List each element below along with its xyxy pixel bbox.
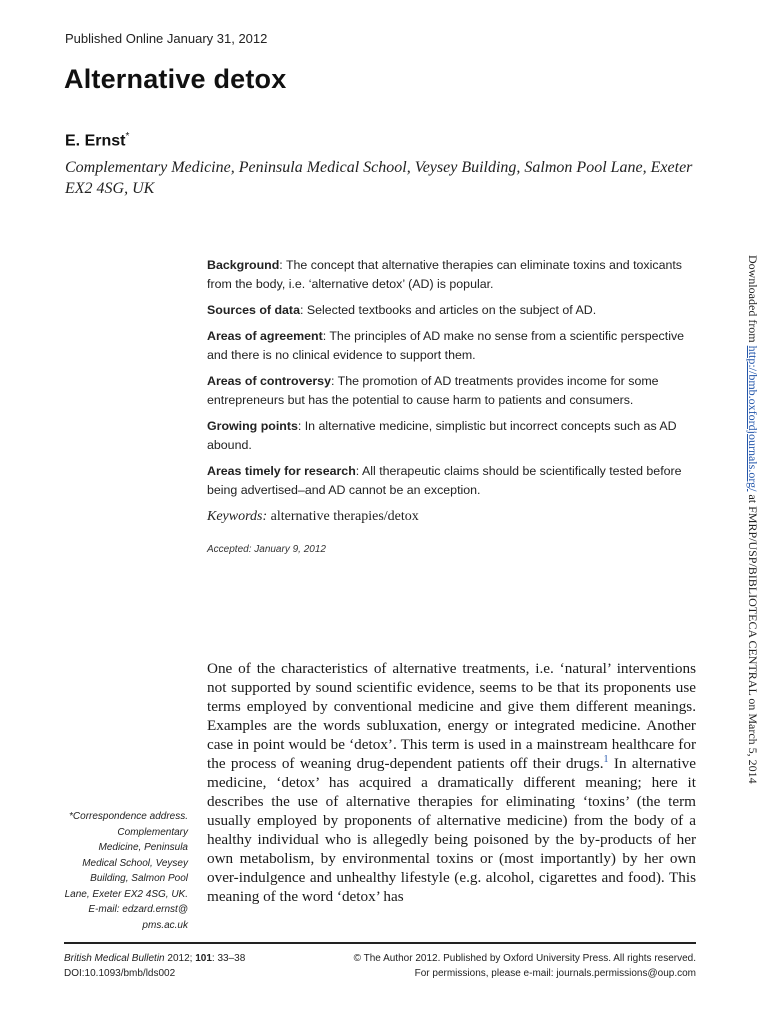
journal-name: British Medical Bulletin xyxy=(64,953,165,964)
abstract-growing-points xyxy=(207,417,697,455)
abstract-controversy xyxy=(207,372,697,410)
abstract-sources xyxy=(207,301,697,320)
copyright-text: © The Author 2012. Published by Oxford University Press. All rights reserved. xyxy=(353,953,696,964)
abstract-background xyxy=(207,256,697,294)
abstract-text: : The promotion of AD treatments provides income for some entrepreneurs but has the potential to cause harm to patients and consumers. xyxy=(207,374,659,407)
body-text-part2: In alternative medicine, ‘detox’ has acquired a dramatically different meaning; here it describes the use of alternative therapies for eliminating ‘toxins’ (the term usually employed by proponents of alternative medicine) from the body of a healthy individual who is allegedly being poisoned by the by-products of her own metabolism, by environmental toxins or (most importantly) by her own over-indulgence and unhealthy lifestyle (e.g. alcohol, cigarettes and food). This meaning of the word ‘detox’ has xyxy=(207,755,696,905)
journal-year: 2012; xyxy=(164,953,196,964)
keywords-text: alternative therapies/detox xyxy=(267,509,419,524)
permissions-text: For permissions, please e-mail: journals.permissions@oup.com xyxy=(414,968,696,979)
correspondence-line: Medicine, Peninsula xyxy=(98,842,188,853)
journal-volume: 101 xyxy=(195,953,212,964)
abstract-label: Background xyxy=(207,258,280,272)
correspondence-line: Building, Salmon Pool xyxy=(90,873,188,884)
footer-rule xyxy=(64,942,696,944)
correspondence-line: Medical School, Veysey xyxy=(82,857,188,869)
download-side-note xyxy=(745,255,760,784)
side-note-suffix: at FMRP/USP/BIBLIOTECA CENTRAL on March 5, 2014 xyxy=(746,491,760,784)
author-affiliation: Complementary Medicine, Peninsula Medical School, Veysey Building, Salmon Pool Lane, Exeter EX2 4SG, UK xyxy=(65,159,693,197)
abstract-text: : The principles of AD make no sense from a scientific perspective and there is no clinical evidence to support them. xyxy=(207,329,685,362)
abstract-label: Areas of controversy xyxy=(207,374,331,388)
abstract-research xyxy=(207,462,697,500)
author-footnote-mark: * xyxy=(125,131,130,142)
correspondence-line: Complementary xyxy=(117,826,188,838)
abstract-label: Growing points xyxy=(207,419,298,433)
abstract-text: : All therapeutic claims should be scientifically tested before being advertised–and AD cannot be an exception. xyxy=(207,464,682,497)
correspondence-line: *Correspondence address. xyxy=(69,811,188,822)
abstract-text: : In alternative medicine, simplistic but incorrect concepts such as AD abound. xyxy=(207,419,677,452)
correspondence-note xyxy=(60,809,188,933)
accepted-date: Accepted: January 9, 2012 xyxy=(207,544,326,555)
body-text-part1: One of the characteristics of alternative treatments, i.e. ‘natural’ interventions not supported by sound scientific evidence, seems to be that its proponents use terms employed by conventional medicine and give them different meanings. Examples are the words subluxation, energy or integrated medicine. Another case in point would be ‘detox’. This term is used in a mainstream healthcare for the process of weaning drug-dependent patients off their drugs. xyxy=(207,660,696,772)
abstract-label: Areas timely for research xyxy=(207,464,356,478)
footer-citation xyxy=(64,951,245,981)
article-title: Alternative detox xyxy=(64,64,287,94)
side-note-prefix: Downloaded from xyxy=(746,255,760,346)
author-line xyxy=(65,131,129,150)
journal-pages: : 33–38 xyxy=(211,953,246,964)
journal-site-link[interactable]: http://bmb.oxfordjournals.org/ xyxy=(746,345,760,492)
abstract-text: : Selected textbooks and articles on the subject of AD. xyxy=(299,303,597,317)
doi: DOI:10.1093/bmb/lds002 xyxy=(64,968,176,979)
journal-citation xyxy=(64,951,245,966)
published-date: Published Online January 31, 2012 xyxy=(65,31,268,46)
correspondence-email: E-mail: edzard.ernst@ xyxy=(88,904,188,915)
author-name: E. Ernst xyxy=(65,132,126,150)
abstract xyxy=(207,256,697,559)
abstract-text: : The concept that alternative therapies can eliminate toxins and toxicants from the body, i.e. ‘alternative detox’ (AD) is popular. xyxy=(207,258,682,291)
reference-link[interactable]: 1 xyxy=(603,753,609,765)
abstract-label: Areas of agreement xyxy=(207,329,323,343)
keywords xyxy=(207,507,697,526)
keywords-label: Keywords: xyxy=(207,509,268,524)
body-paragraph xyxy=(207,659,696,906)
correspondence-line: Lane, Exeter EX2 4SG, UK. xyxy=(64,888,188,900)
correspondence-email-domain: pms.ac.uk xyxy=(142,919,188,931)
abstract-label: Sources of data xyxy=(207,303,300,317)
abstract-agreement xyxy=(207,327,697,365)
footer-copyright xyxy=(354,951,696,981)
